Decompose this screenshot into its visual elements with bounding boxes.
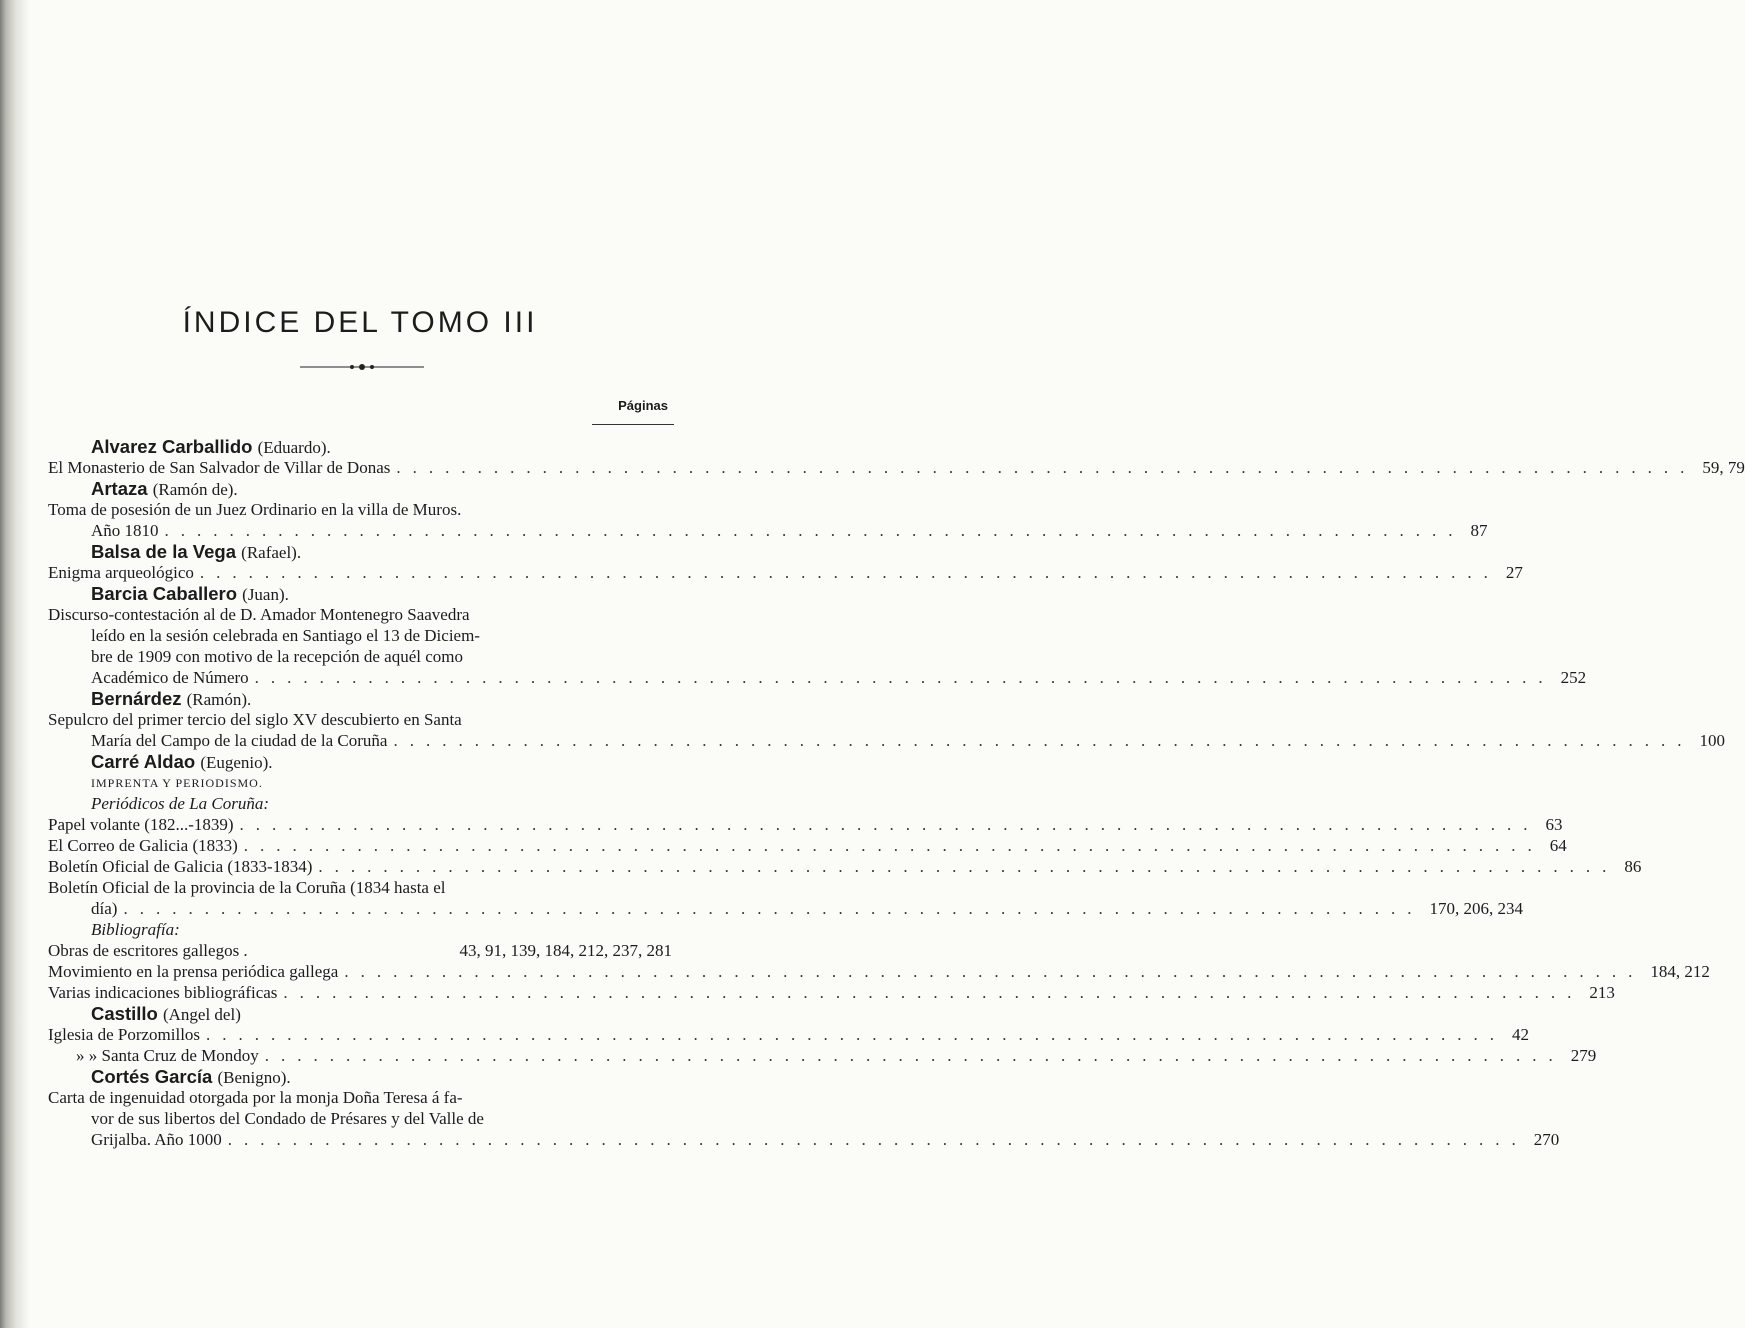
entry-pages: 42	[1512, 1025, 1530, 1044]
entry-line	[48, 856, 1642, 877]
author-surname: Cortés García	[91, 1066, 213, 1087]
entry-title: El Correo de Galicia (1833)	[48, 836, 238, 855]
author-surname: Alvarez Carballido	[91, 436, 253, 457]
entry-line	[48, 814, 1563, 835]
entry-pages: 270	[1533, 1130, 1560, 1149]
toc-row	[48, 1024, 1530, 1045]
entry-title: María del Campo de la ciudad de la Coruña	[91, 731, 388, 750]
entry-title: Papel volante (182...-1839)	[48, 815, 234, 834]
entry-line	[48, 667, 1587, 688]
entry-pages: 252	[1560, 668, 1587, 687]
subsection-heading: Bibliografía:	[91, 920, 180, 939]
ornament-divider	[298, 360, 426, 374]
author-name	[91, 688, 251, 709]
toc-row	[48, 940, 672, 961]
section-heading: IMPRENTA Y PERIODISMO.	[91, 776, 263, 790]
pages-header-rule	[592, 424, 674, 425]
entry-line	[48, 835, 1567, 856]
author-name	[91, 583, 289, 604]
toc-row	[48, 961, 1710, 982]
toc-row	[48, 520, 1488, 541]
entry-line	[48, 562, 1523, 583]
author-name	[91, 478, 238, 499]
entry-line	[48, 898, 1523, 919]
dot-leader: ................................................................................	[239, 815, 1540, 834]
entry-title: bre de 1909 con motivo de la recepción de aquél como	[91, 647, 463, 666]
toc-row	[48, 457, 1745, 478]
subsection-heading: Periódicos de La Coruña:	[91, 794, 270, 813]
author-name	[91, 751, 273, 772]
entry-line	[48, 982, 1615, 1003]
entry-line	[48, 961, 1710, 982]
author-name	[91, 436, 331, 457]
entry-title: leído en la sesión celebrada en Santiago el 13 de Diciem-	[91, 626, 480, 645]
dot-leader: ................................................................................	[123, 899, 1424, 918]
entry-line	[48, 1024, 1530, 1045]
entry-pages: 64	[1549, 836, 1567, 855]
author-surname: Barcia Caballero	[91, 583, 238, 604]
entry-line	[48, 1045, 1597, 1066]
dot-leader: ................................................................................	[393, 731, 1694, 750]
author-given-name: (Benigno).	[217, 1068, 291, 1087]
toc-row	[48, 751, 672, 772]
toc-row	[48, 982, 1615, 1003]
toc-row	[48, 1087, 672, 1108]
page-title: ÍNDICE DEL TOMO III	[182, 306, 538, 339]
dot-leader: ................................................................................	[243, 836, 1544, 855]
entry-title: Toma de posesión de un Juez Ordinario en la villa de Muros.	[48, 500, 462, 519]
toc-row	[48, 1066, 672, 1087]
toc-row	[48, 688, 672, 709]
toc-row	[48, 835, 1567, 856]
entry-title: Boletín Oficial de Galicia (1833-1834)	[48, 857, 313, 876]
toc-row	[48, 646, 672, 667]
entry-title: Obras de escritores gallegos .	[48, 941, 248, 960]
toc-row	[48, 541, 672, 562]
entry-title: Grijalba. Año 1000	[91, 1130, 222, 1149]
entry-pages: 213	[1589, 983, 1615, 1002]
toc-row	[48, 772, 672, 793]
entry-line	[48, 940, 672, 961]
entry-pages: 184, 212	[1650, 962, 1710, 981]
author-given-name: (Juan).	[242, 585, 289, 604]
author-name	[91, 541, 301, 562]
entry-title: Sepulcro del primer tercio del siglo XV descubierto en Santa	[48, 710, 462, 729]
entry-pages: 63	[1545, 815, 1563, 834]
toc-row	[48, 667, 1587, 688]
entry-line	[48, 457, 1745, 478]
entry-pages: 170, 206, 234	[1429, 899, 1523, 918]
entry-line	[48, 730, 1725, 751]
entry-title: vor de sus libertos del Condado de Présares y del Valle de	[91, 1109, 484, 1128]
entry-title: Académico de Número	[91, 668, 249, 687]
toc-row	[48, 814, 1563, 835]
author-surname: Bernárdez	[91, 688, 182, 709]
book-spine-edge	[0, 0, 30, 1328]
entry-title: día)	[91, 899, 118, 918]
toc-row	[48, 709, 672, 730]
entry-title: Movimiento en la prensa periódica gallega	[48, 962, 339, 981]
toc-row	[48, 436, 672, 457]
entry-title: Carta de ingenuidad otorgada por la monja Doña Teresa á fa-	[48, 1088, 463, 1107]
entry-pages: 27	[1505, 563, 1523, 582]
dot-leader: ................................................................................	[254, 668, 1555, 687]
dot-leader: ................................................................................	[318, 857, 1619, 876]
author-given-name: (Ramón de).	[152, 480, 238, 499]
toc-row	[48, 583, 672, 604]
author-given-name: (Eduardo).	[257, 438, 331, 457]
entry-pages: 100	[1699, 731, 1725, 750]
toc-row	[48, 499, 672, 520]
toc-row	[48, 919, 672, 940]
pages-column-header: Páginas	[618, 398, 668, 413]
toc-row	[48, 1003, 672, 1024]
toc-row	[48, 898, 1523, 919]
entry-title: Iglesia de Porzomillos	[48, 1025, 201, 1044]
entry-title: Año 1810	[91, 521, 159, 540]
dot-leader: ................................................................................	[283, 983, 1584, 1002]
author-name	[91, 1003, 241, 1024]
author-surname: Artaza	[91, 478, 148, 499]
author-given-name: (Eugenio).	[200, 753, 273, 772]
entry-pages: 279	[1570, 1046, 1597, 1065]
table-of-contents	[48, 436, 1745, 1150]
entry-pages: 43, 91, 139, 184, 212, 237, 281	[459, 941, 672, 960]
dot-leader: ................................................................................	[227, 1130, 1528, 1149]
dot-leader: ................................................................................	[264, 1046, 1565, 1065]
toc-row	[48, 1108, 672, 1129]
entry-title: Boletín Oficial de la provincia de la Coruña (1834 hasta el	[48, 878, 446, 897]
author-surname: Castillo	[91, 1003, 158, 1024]
toc-row	[48, 1045, 1597, 1066]
author-surname: Carré Aldao	[91, 751, 196, 772]
author-given-name: (Ramón).	[186, 690, 252, 709]
author-surname: Balsa de la Vega	[91, 541, 237, 562]
author-given-name: (Angel del)	[162, 1005, 241, 1024]
dot-leader: ................................................................................	[344, 962, 1645, 981]
toc-row	[48, 562, 1523, 583]
toc-row	[48, 1129, 1560, 1150]
toc-row	[48, 877, 672, 898]
entry-title: Enigma arqueológico	[48, 563, 194, 582]
entry-title: » » Santa Cruz de Mondoy	[76, 1046, 259, 1065]
dot-leader: ................................................................................	[164, 521, 1465, 540]
entry-pages: 87	[1470, 521, 1488, 540]
dot-leader: ................................................................................	[206, 1025, 1507, 1044]
entry-title: El Monasterio de San Salvador de Villar de Donas	[48, 458, 391, 477]
toc-row	[48, 625, 672, 646]
dot-leader: ................................................................................	[396, 458, 1697, 477]
entry-line	[48, 1129, 1560, 1150]
author-name	[91, 1066, 291, 1087]
entry-line	[48, 520, 1488, 541]
toc-row	[48, 856, 1642, 877]
entry-title: Varias indicaciones bibliográficas	[48, 983, 278, 1002]
author-given-name: (Rafael).	[241, 543, 302, 562]
toc-row	[48, 604, 672, 625]
entry-pages: 59, 79	[1702, 458, 1745, 477]
entry-pages: 86	[1624, 857, 1642, 876]
toc-row	[48, 793, 672, 814]
toc-row	[48, 478, 672, 499]
toc-row	[48, 730, 1725, 751]
entry-title: Discurso-contestación al de D. Amador Montenegro Saavedra	[48, 605, 470, 624]
dot-leader: ................................................................................	[199, 563, 1500, 582]
